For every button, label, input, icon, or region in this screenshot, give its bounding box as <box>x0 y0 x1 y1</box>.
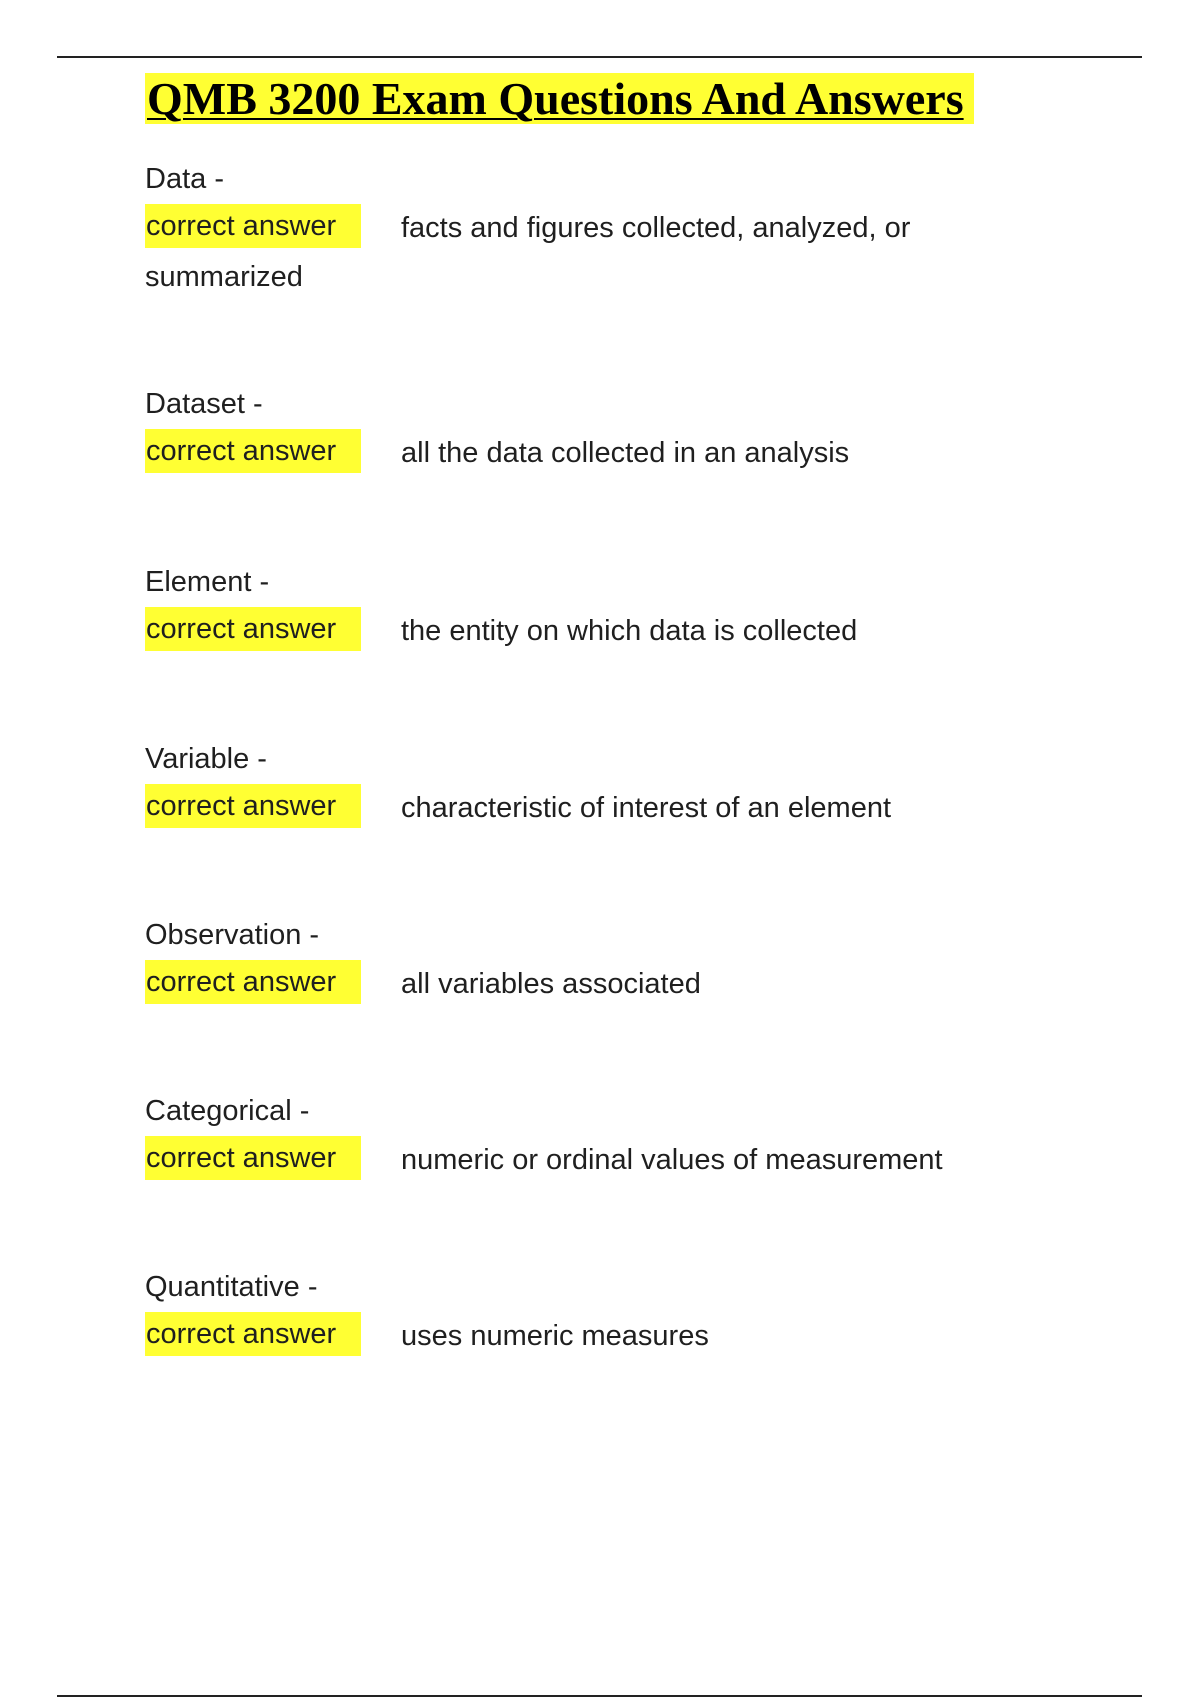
entry-element <box>145 558 1045 656</box>
entry-definition: characteristic of interest of an element <box>401 792 892 824</box>
entry-answer <box>145 429 1045 478</box>
entry-answer <box>145 1312 1045 1361</box>
entry-answer <box>145 784 1045 833</box>
entry-definition: all the data collected in an analysis <box>401 437 850 469</box>
page-title-text: QMB 3200 Exam Questions And Answers <box>145 73 974 124</box>
top-rule <box>57 56 1142 58</box>
entry-term: Categorical - <box>145 1095 310 1127</box>
correct-answer-badge: correct answer <box>145 429 361 473</box>
entry-variable <box>145 735 1045 833</box>
entry-definition: facts and figures collected, analyzed, or summarized <box>145 212 911 293</box>
entry-term: Variable - <box>145 743 267 775</box>
correct-answer-badge: correct answer <box>145 1312 361 1356</box>
entry-answer <box>145 960 1045 1009</box>
entry-term: Element - <box>145 566 270 598</box>
entry-answer <box>145 607 1045 656</box>
entry-term: Observation - <box>145 919 320 951</box>
page-title <box>145 70 974 128</box>
correct-answer-badge: correct answer <box>145 784 361 828</box>
entry-definition: numeric or ordinal values of measurement <box>401 1144 943 1176</box>
entry-definition: the entity on which data is collected <box>401 615 858 647</box>
entry-observation <box>145 911 1045 1009</box>
entry-quantitative <box>145 1263 1045 1361</box>
correct-answer-badge: correct answer <box>145 1136 361 1180</box>
entry-dataset <box>145 380 1045 478</box>
entry-categorical <box>145 1087 1045 1185</box>
entry-definition: all variables associated <box>401 968 701 1000</box>
correct-answer-badge: correct answer <box>145 960 361 1004</box>
bottom-rule <box>57 1695 1142 1697</box>
entry-term: Quantitative - <box>145 1271 318 1303</box>
entry-definition: uses numeric measures <box>401 1320 709 1352</box>
correct-answer-badge: correct answer <box>145 204 361 248</box>
entry-data <box>145 155 1045 302</box>
entry-term: Data - <box>145 163 224 195</box>
entry-term: Dataset - <box>145 388 263 420</box>
correct-answer-badge: correct answer <box>145 607 361 651</box>
entry-answer <box>145 1136 1045 1185</box>
entry-answer <box>145 204 1045 302</box>
